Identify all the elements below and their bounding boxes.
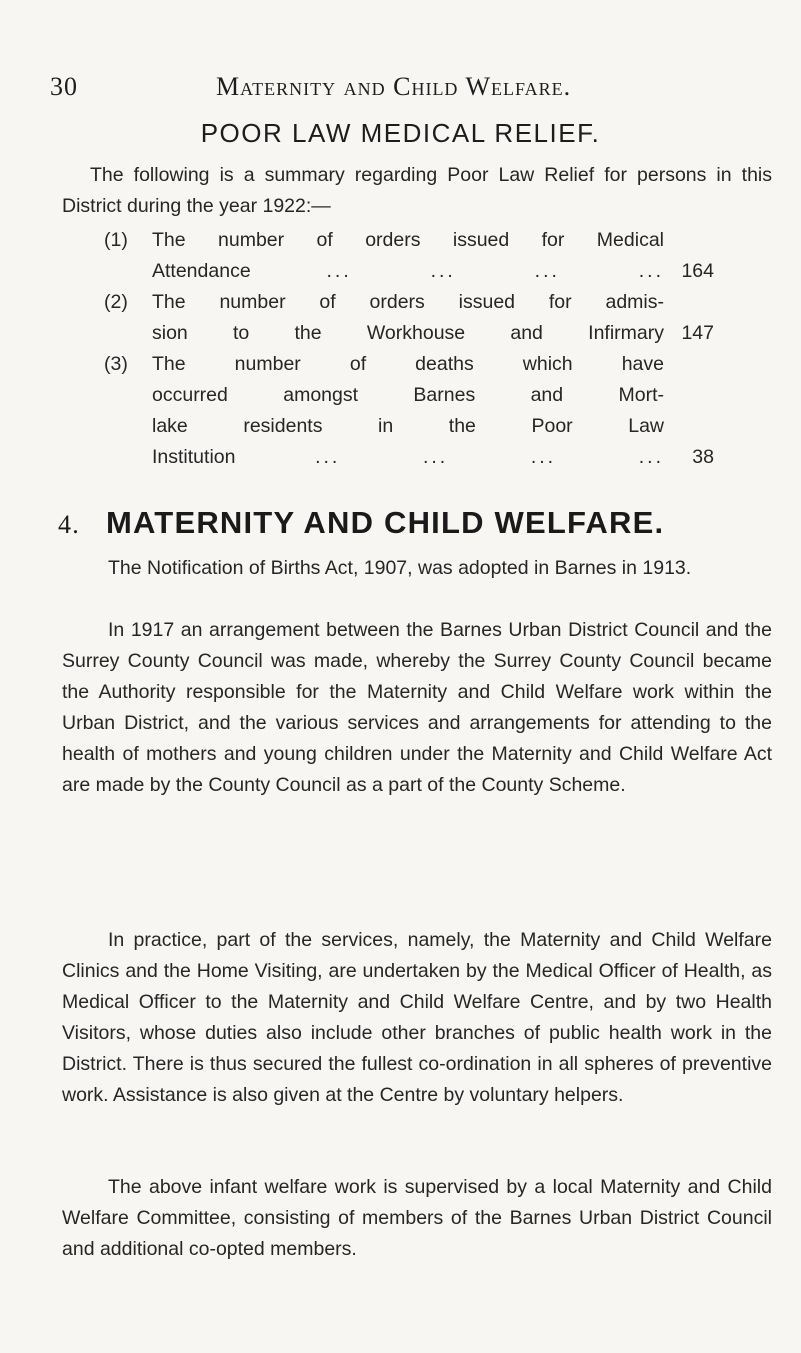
item-label: Institution [152, 446, 236, 468]
item-number: (1) [104, 229, 128, 251]
leader-dots: ... ... ... ... [315, 446, 664, 468]
item-number: (3) [104, 353, 128, 375]
poor-law-intro: The following is a summary regarding Poor Law Relief for persons in this District during the year 1922:— [62, 164, 772, 217]
running-title: Maternity and Child Welfare. [216, 72, 572, 101]
item-value: 38 [692, 446, 714, 468]
poor-law-summary-list [104, 225, 714, 473]
item-value: 164 [681, 260, 714, 282]
item-text-line: The number of deaths which have [152, 353, 664, 375]
paragraph: The Notification of Births Act, 1907, was adopted in Barnes in 1913. [108, 557, 692, 579]
list-item [104, 349, 714, 473]
item-label: Attendance [152, 260, 251, 282]
list-item [104, 287, 714, 349]
item-text-line: occurred amongst Barnes and Mort- [152, 384, 664, 406]
maternity-heading [58, 505, 778, 541]
paragraph: The above infant welfare work is supervised by a local Maternity and Child Welfare Committee, consisting of members of the Barnes Urban District Council and additional co-opted members. [62, 1176, 772, 1260]
page-number: 30 [50, 72, 78, 101]
section-number: 4. [58, 510, 80, 539]
section-title: MATERNITY AND CHILD WELFARE. [106, 505, 665, 540]
paragraph: In practice, part of the services, namely, the Maternity and Child Welfare Clinics and the Home Visiting, are undertaken by the Medical Officer of Health, as Medical Officer to the Maternity and Child Welfare Centre, and by two Health Visitors, whose duties also include other branches of public health work in the District. There is thus secured the fullest co-ordination in all spheres of preventive work. Assistance is also given at the Centre by voluntary helpers. [62, 929, 772, 1106]
leader-dots: ... ... ... ... [326, 260, 664, 282]
poor-law-heading: POOR LAW MEDICAL RELIEF. [200, 118, 601, 148]
item-text-line: The number of orders issued for admis- [152, 291, 664, 313]
item-text-line: The number of orders issued for Medical [152, 229, 664, 251]
item-number: (2) [104, 291, 128, 313]
list-item [104, 225, 714, 287]
item-text-line [152, 256, 664, 287]
paragraph: In 1917 an arrangement between the Barnes Urban District Council and the Surrey County Council was made, whereby the Surrey County Council became the Authority responsible for the Maternity and Child Welfare work within the Urban District, and the various services and arrangements for attending to the health of mothers and young children under the Maternity and Child Welfare Act are made by the County Council as a part of the County Scheme. [62, 619, 772, 796]
item-label: sion to the Workhouse and Infirmary [152, 322, 664, 344]
item-text-line: lake residents in the Poor Law [152, 415, 664, 437]
item-value: 147 [681, 322, 714, 344]
item-text-line [152, 442, 664, 473]
